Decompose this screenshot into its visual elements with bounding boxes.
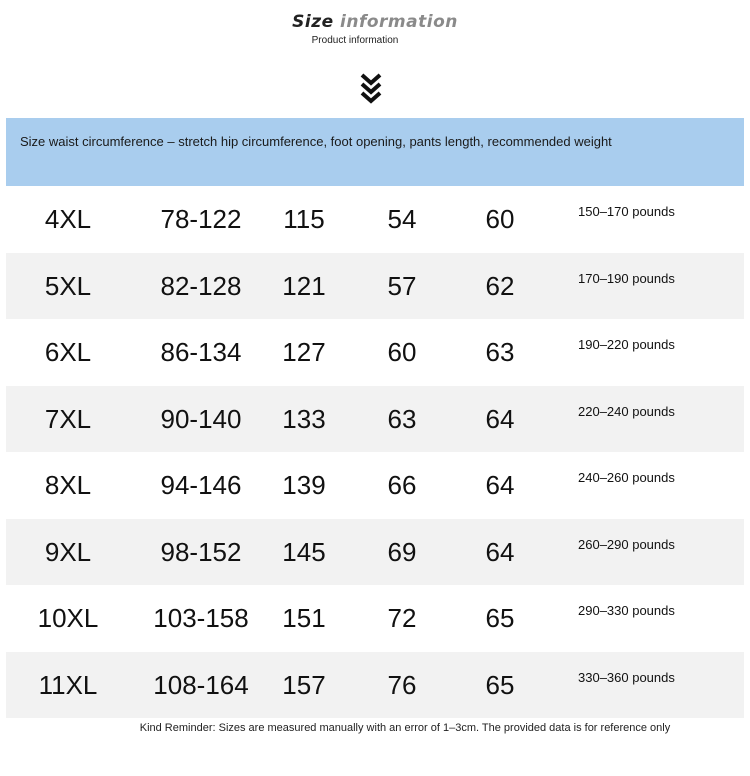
waist-cell: 108-164 xyxy=(153,669,249,700)
page-title xyxy=(292,12,458,32)
chevron-down-triple-icon xyxy=(359,72,383,106)
foot-opening-cell: 60 xyxy=(387,337,417,367)
size-cell: 4XL xyxy=(44,204,92,234)
pants-length-cell: 60 xyxy=(485,204,515,234)
title-part-information: information xyxy=(340,12,458,32)
column-description-banner xyxy=(6,118,744,186)
hip-cell: 157 xyxy=(282,669,326,700)
table-row xyxy=(6,186,744,253)
size-cell: 5XL xyxy=(44,270,92,301)
kind-reminder-footnote: Kind Reminder: Sizes are measured manually with an error of 1–3cm. The provided data is for reference only xyxy=(139,722,671,734)
table-row xyxy=(6,585,744,652)
hip-cell: 115 xyxy=(283,204,325,234)
hip-cell: 145 xyxy=(282,536,326,567)
waist-cell: 78-122 xyxy=(160,204,242,234)
weight-cell: 220–240 pounds xyxy=(578,403,675,419)
table-row xyxy=(6,452,744,519)
size-cell: 11XL xyxy=(38,669,98,700)
weight-cell: 330–360 pounds xyxy=(578,669,675,685)
foot-opening-cell: 66 xyxy=(387,470,417,500)
table-row xyxy=(6,253,744,320)
foot-opening-cell: 76 xyxy=(387,669,417,700)
hip-cell: 127 xyxy=(282,337,326,367)
weight-cell: 190–220 pounds xyxy=(578,337,675,352)
hip-cell: 151 xyxy=(282,603,326,633)
size-table xyxy=(6,186,744,718)
foot-opening-cell: 54 xyxy=(387,204,417,234)
waist-cell: 82-128 xyxy=(160,270,242,301)
table-row xyxy=(6,386,744,453)
waist-cell: 94-146 xyxy=(160,470,242,500)
waist-cell: 98-152 xyxy=(160,536,242,567)
size-cell: 6XL xyxy=(44,337,92,367)
hip-cell: 133 xyxy=(282,403,326,434)
foot-opening-cell: 69 xyxy=(387,536,417,567)
weight-cell: 260–290 pounds xyxy=(578,536,675,552)
weight-cell: 240–260 pounds xyxy=(578,470,675,485)
pants-length-cell: 64 xyxy=(485,536,515,567)
foot-opening-cell: 57 xyxy=(387,270,417,301)
size-cell: 9XL xyxy=(44,536,92,567)
title-wrap xyxy=(0,12,750,32)
pants-length-cell: 64 xyxy=(485,403,515,434)
weight-cell: 150–170 pounds xyxy=(578,204,675,219)
page-subtitle: Product information xyxy=(311,35,399,46)
weight-cell: 290–330 pounds xyxy=(578,603,675,618)
header xyxy=(0,0,750,120)
waist-cell: 90-140 xyxy=(160,403,242,434)
table-row xyxy=(6,519,744,586)
column-description-text: Size waist circumference – stretch hip circumference, foot opening, pants length, recommended weight xyxy=(20,134,612,149)
size-cell: 7XL xyxy=(44,403,92,434)
waist-cell: 86-134 xyxy=(160,337,242,367)
pants-length-cell: 65 xyxy=(485,603,515,633)
title-part-size: Size xyxy=(292,12,334,32)
foot-opening-cell: 63 xyxy=(387,403,417,434)
hip-cell: 121 xyxy=(282,270,326,301)
pants-length-cell: 62 xyxy=(485,270,515,301)
pants-length-cell: 65 xyxy=(485,669,515,700)
size-cell: 8XL xyxy=(44,470,92,500)
table-row xyxy=(6,319,744,386)
pants-length-cell: 64 xyxy=(485,470,515,500)
weight-cell: 170–190 pounds xyxy=(578,270,675,286)
waist-cell: 103-158 xyxy=(153,603,249,633)
hip-cell: 139 xyxy=(282,470,326,500)
table-row xyxy=(6,652,744,719)
foot-opening-cell: 72 xyxy=(387,603,417,633)
pants-length-cell: 63 xyxy=(485,337,515,367)
size-cell: 10XL xyxy=(37,603,99,633)
